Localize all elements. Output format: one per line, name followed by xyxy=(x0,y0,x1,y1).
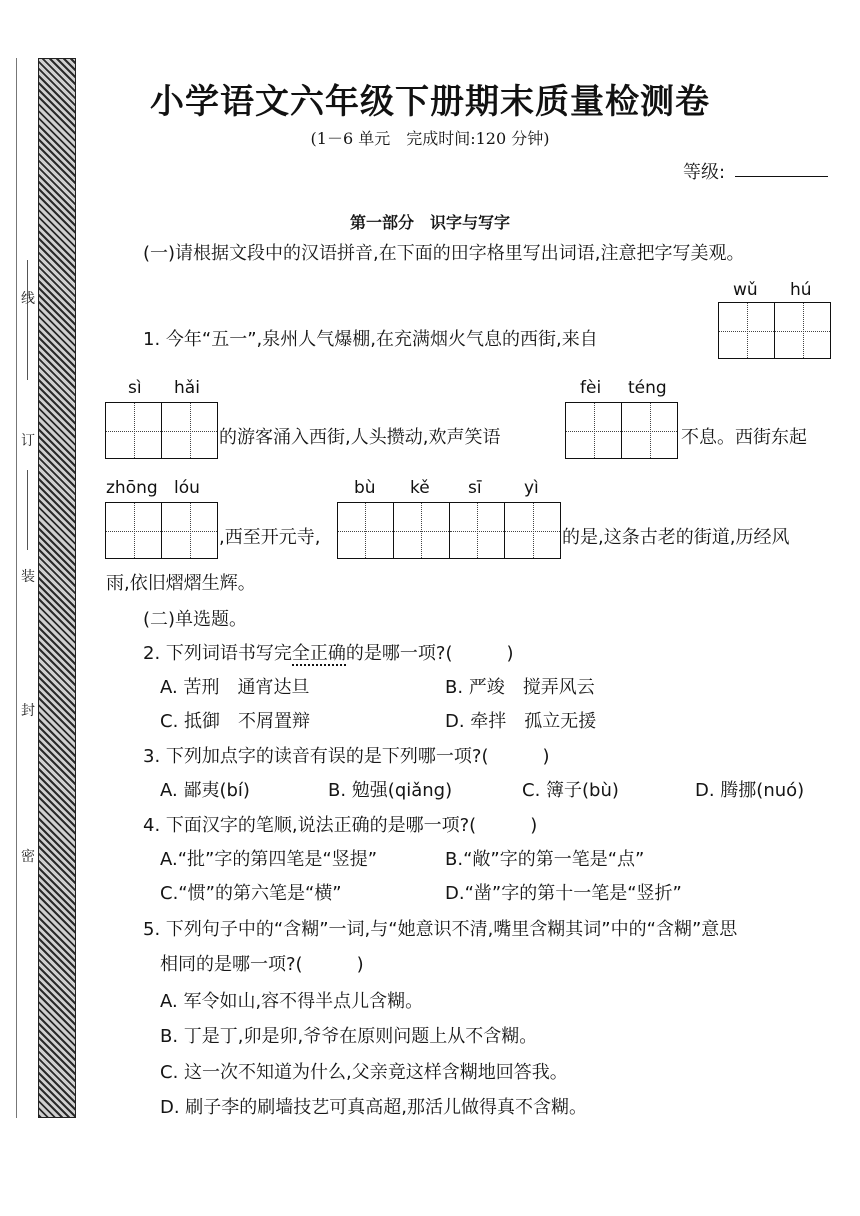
emphasis-text: 全正确 xyxy=(291,643,346,664)
tianzige-cell[interactable] xyxy=(566,403,621,458)
question-stem xyxy=(143,642,514,666)
option-c[interactable]: C. 抵御 不屑置辩 xyxy=(160,711,311,732)
pinyin: téng xyxy=(628,378,667,398)
question-stem: 相同的是哪一项?( ) xyxy=(160,954,364,975)
q1-text: 雨,依旧熠熠生辉。 xyxy=(106,573,256,594)
margin-char: 密 xyxy=(21,849,35,865)
pinyin: sì xyxy=(128,378,142,398)
option-d[interactable]: D. 牵拌 孤立无援 xyxy=(445,711,597,732)
pinyin: hú xyxy=(790,280,812,300)
q1-text: ,西至开元寺, xyxy=(219,527,321,548)
pinyin: bù xyxy=(354,478,376,498)
section-title: (二)单选题。 xyxy=(143,609,248,630)
pinyin: zhōng xyxy=(106,478,158,498)
option-c[interactable]: C. 簿子(bù) xyxy=(522,780,619,801)
margin-char: 装 xyxy=(21,569,35,585)
tianzige-sihai[interactable] xyxy=(105,402,218,459)
grade-label: 等级: xyxy=(683,162,726,183)
option-d[interactable]: D. 腾挪(nuó) xyxy=(695,780,805,801)
tianzige-cell[interactable] xyxy=(338,503,393,558)
tianzige-cell[interactable] xyxy=(621,403,677,458)
q1-text: 1. 今年“五一”,泉州人气爆棚,在充满烟火气息的西街,来自 xyxy=(143,329,598,350)
margin-char: 订 xyxy=(21,433,35,449)
question-stem: 3. 下列加点字的读音有误的是下列哪一项?( ) xyxy=(143,746,550,767)
tianzige-feiteng[interactable] xyxy=(565,402,678,459)
pinyin: fèi xyxy=(580,378,602,398)
pinyin: yì xyxy=(524,478,539,498)
pinyin: wǔ xyxy=(733,280,758,300)
grade-blank[interactable] xyxy=(735,176,828,177)
tianzige-cell[interactable] xyxy=(161,503,217,558)
q1-text: 的游客涌入西街,人头攒动,欢声笑语 xyxy=(219,427,501,448)
pinyin: kě xyxy=(410,478,430,498)
stem-text: 2. 下列词语书写完 xyxy=(143,643,292,664)
tianzige-cell[interactable] xyxy=(106,403,161,458)
section-title: 第一部分 识字与写字 xyxy=(349,213,510,232)
question-stem: 4. 下面汉字的笔顺,说法正确的是哪一项?( ) xyxy=(143,815,538,836)
margin-char: 封 xyxy=(21,703,35,719)
tianzige-cell[interactable] xyxy=(393,503,449,558)
exam-subtitle: (1－6 单元 完成时间:120 分钟) xyxy=(310,129,550,148)
margin-char: 线 xyxy=(21,291,35,307)
option-d[interactable]: D. 刷子李的刷墙技艺可真高超,那活儿做得真不含糊。 xyxy=(160,1097,588,1118)
option-b[interactable]: B. 丁是丁,卯是卯,爷爷在原则问题上从不含糊。 xyxy=(160,1026,538,1047)
tianzige-cell[interactable] xyxy=(774,303,830,358)
option-a[interactable]: A. 鄙夷(bí) xyxy=(160,780,250,801)
pinyin: lóu xyxy=(174,478,200,498)
q1-text: 不息。西街东起 xyxy=(681,427,807,448)
option-a[interactable]: A. 苦刑 通宵达旦 xyxy=(160,677,310,698)
option-a[interactable]: A. 军令如山,容不得半点儿含糊。 xyxy=(160,991,424,1012)
tianzige-wuhu[interactable] xyxy=(718,302,831,359)
option-b[interactable]: B.“敞”字的第一笔是“点” xyxy=(445,849,645,870)
pinyin: hǎi xyxy=(174,378,200,398)
tianzige-zhonglou[interactable] xyxy=(105,502,218,559)
stem-text: 的是哪一项?( ) xyxy=(345,643,514,664)
instruction-text: (一)请根据文段中的汉语拼音,在下面的田字格里写出词语,注意把字写美观。 xyxy=(143,243,745,264)
tianzige-cell[interactable] xyxy=(161,403,217,458)
tianzige-cell[interactable] xyxy=(719,303,774,358)
option-d[interactable]: D.“凿”字的第十一笔是“竖折” xyxy=(445,883,682,904)
question-stem: 5. 下列句子中的“含糊”一词,与“她意识不清,嘴里含糊其词”中的“含糊”意思 xyxy=(143,919,738,940)
option-a[interactable]: A.“批”字的第四笔是“竖提” xyxy=(160,849,378,870)
tianzige-bukesiyi[interactable] xyxy=(337,502,561,559)
pinyin: sī xyxy=(468,478,482,498)
tianzige-cell[interactable] xyxy=(504,503,560,558)
option-c[interactable]: C.“惯”的第六笔是“横” xyxy=(160,883,342,904)
q1-text: 的是,这条古老的街道,历经风 xyxy=(562,527,790,548)
tianzige-cell[interactable] xyxy=(106,503,161,558)
option-b[interactable]: B. 严竣 搅弄风云 xyxy=(445,677,595,698)
option-b[interactable]: B. 勉强(qiǎng) xyxy=(328,780,453,801)
option-c[interactable]: C. 这一次不知道为什么,父亲竟这样含糊地回答我。 xyxy=(160,1062,568,1083)
tianzige-cell[interactable] xyxy=(449,503,505,558)
class-blank-line xyxy=(27,470,28,550)
page-title: 小学语文六年级下册期末质量检测卷 xyxy=(150,82,710,122)
name-blank-line xyxy=(27,260,28,380)
